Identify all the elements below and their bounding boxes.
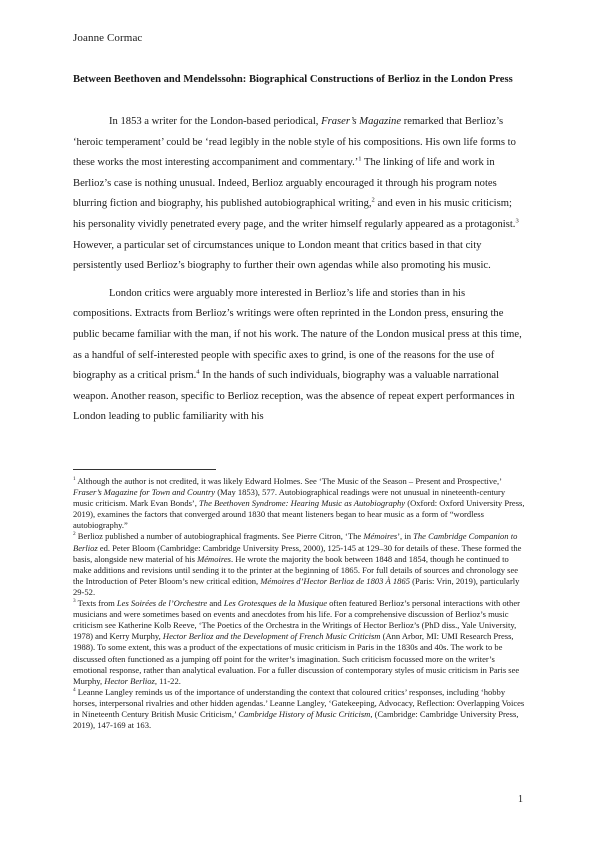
- text-run: , (Cambridge: Cambridge University Press, 2019), 147-169 at 163.: [73, 708, 519, 731]
- text-run: Leanne Langley reminds us of the importance of understanding the context that coloured critics’ responses, including ‘hobby horses, interpersonal rivalries and other hidden agendas.’ Leanne Langley, ‘Gatekeeping, Advocacy, Reflection: Overlapping Voices in Nineteenth Century British Music Criticism,’: [73, 686, 525, 719]
- italic-title: Les Soirées de l’Orchestre: [116, 598, 208, 609]
- footnote-marker: 2: [73, 531, 76, 538]
- italic-title: Les Grotesques de la Musique: [223, 598, 328, 609]
- body-paragraph: [73, 112, 525, 277]
- text-run: ed. Peter Bloom (Cambridge: Cambridge University Press, 2000), 125-145 at 129–30 for details of these. These formed the basis, alongside new material of his: [73, 542, 522, 564]
- article-title: Between Beethoven and Mendelssohn: Biographical Constructions of Berlioz in the London Press: [73, 74, 513, 85]
- text-run: . He wrote the majority the book between 1848 and 1854, though he continued to make additions and revisions until sending it to the printer at the beginning of 1865. For full details of sources and chronology see the Introduction of Peter Bloom’s new critical edition,: [73, 553, 519, 586]
- text-run: In 1853 a writer for the London-based periodical,: [109, 116, 322, 127]
- text-run: The linking of life and work in Berlioz’s case is nothing unusual. Indeed, Berlioz arguably encouraged it through his program notes blurring fiction and biography, his published autobiographical writing,: [73, 157, 497, 210]
- footnote-marker: 1: [73, 476, 76, 483]
- footnote-marker: 4: [196, 368, 200, 376]
- text-run: and even in his music criticism; his personality vividly penetrated every page, and the writer himself regularly appeared as a protagonist.: [73, 198, 516, 230]
- footnote: [73, 687, 525, 731]
- italic-title: Mémoires: [197, 553, 232, 564]
- italic-title: Mémoires: [363, 531, 398, 542]
- text-run: often featured Berlioz’s personal interactions with other musicians and were sometimes based on events and anecdotes from his life. For a comprehensive discussion of Berlioz’s music criticism see Katherine Kolb Reeve, ‘The Poetics of the Orchestra in the Writings of Hector Berlioz’s (PhD diss., Yale University, 1978) and Kerry Murphy,: [73, 598, 520, 642]
- running-header-author: Joanne Cormac: [73, 32, 143, 44]
- footnote-separator: [73, 469, 216, 470]
- text-run: remarked that Berlioz’s ‘heroic temperament’ could be ‘read legibly in the noble style of his compositions. His own life forms to these works the most interesting accompaniment and commentary.’: [73, 116, 516, 169]
- body-text: [73, 112, 525, 435]
- text-run: London critics were arguably more interested in Berlioz’s life and stories than in his compositions. Extracts from Berlioz’s writings were often reprinted in the London press, ensuring the public became familiar with the man, if not his work. The nature of the London musical press at this time, as a handful of self-interested people with specific axes to grind, is one of the reasons for the use of biography as a critical prism.: [73, 287, 522, 382]
- text-run: (May 1853), 577. Autobiographical readings were not unusual in nineteenth-century music criticism. Mark Evan Bonds’,: [73, 487, 506, 509]
- footnote: [73, 476, 525, 531]
- italic-title: The Beethoven Syndrome: Hearing Music as Autobiography: [199, 498, 406, 509]
- text-run: ’, in: [397, 531, 414, 542]
- italic-title: Cambridge History of Music Criticism: [238, 708, 371, 719]
- footnote-marker: 4: [73, 686, 76, 693]
- footnote: [73, 531, 525, 598]
- text-run: Texts from: [75, 598, 117, 609]
- italic-title: Mémoires d’Hector Berlioz de 1803 À 1865: [260, 575, 410, 586]
- page-number: 1: [518, 794, 523, 805]
- text-run: In the hands of such individuals, biography was a valuable narrational weapon. Another reason, specific to Berlioz reception, was the absence of repeat expert performances in London leading to public familiarity with his: [73, 370, 515, 423]
- footnote-marker: 1: [358, 155, 362, 163]
- text-run: However, a particular set of circumstances unique to London meant that critics based in that city persistently used Berlioz’s biography to further their own agendas while also promoting his music.: [73, 239, 491, 272]
- footnote: [73, 598, 525, 687]
- italic-title: The Cambridge Companion to Berlioz: [73, 531, 518, 553]
- text-run: (Paris: Vrin, 2019), particularly 29-52.: [73, 575, 520, 597]
- text-run: and: [207, 598, 224, 609]
- text-run: Berlioz published a number of autobiographical fragments. See Pierre Citron, ‘The: [75, 531, 364, 542]
- text-run: (Oxford: Oxford University Press, 2019), examines the factors that converged around 1830 that meant listeners began to hear music as a form of “wordless autobiography.”: [73, 498, 525, 531]
- footnotes: [73, 476, 525, 731]
- italic-title: Fraser’s Magazine for Town and Country: [73, 487, 216, 498]
- footnote-marker: 2: [371, 196, 375, 204]
- italic-title: Hector Berlioz: [104, 675, 155, 686]
- text-run: , 11-22.: [154, 675, 181, 686]
- text-run: Although the author is not credited, it was likely Edward Holmes. See ‘The Music of the Season – Present and Prospective,’: [75, 476, 502, 486]
- body-paragraph: [73, 284, 525, 428]
- text-run: (Ann Arbor, MI: UMI Research Press, 1988). To some extent, this was a product of the expectations of music criticism in Paris in the 1830s and 40s. The work to be discussed often functioned as a jumping off point for the writer’s imagination. Such criticism focussed more on the writer’s emotional response, rather than analytical evaluation. For a fuller discussion of contemporary styles of music criticism in Paris see Murphy,: [73, 631, 520, 686]
- footnote-marker: 3: [515, 217, 519, 225]
- italic-title: Fraser’s Magazine: [321, 116, 402, 127]
- footnote-marker: 3: [73, 598, 76, 605]
- italic-title: Hector Berlioz and the Development of French Music Criticism: [162, 631, 381, 642]
